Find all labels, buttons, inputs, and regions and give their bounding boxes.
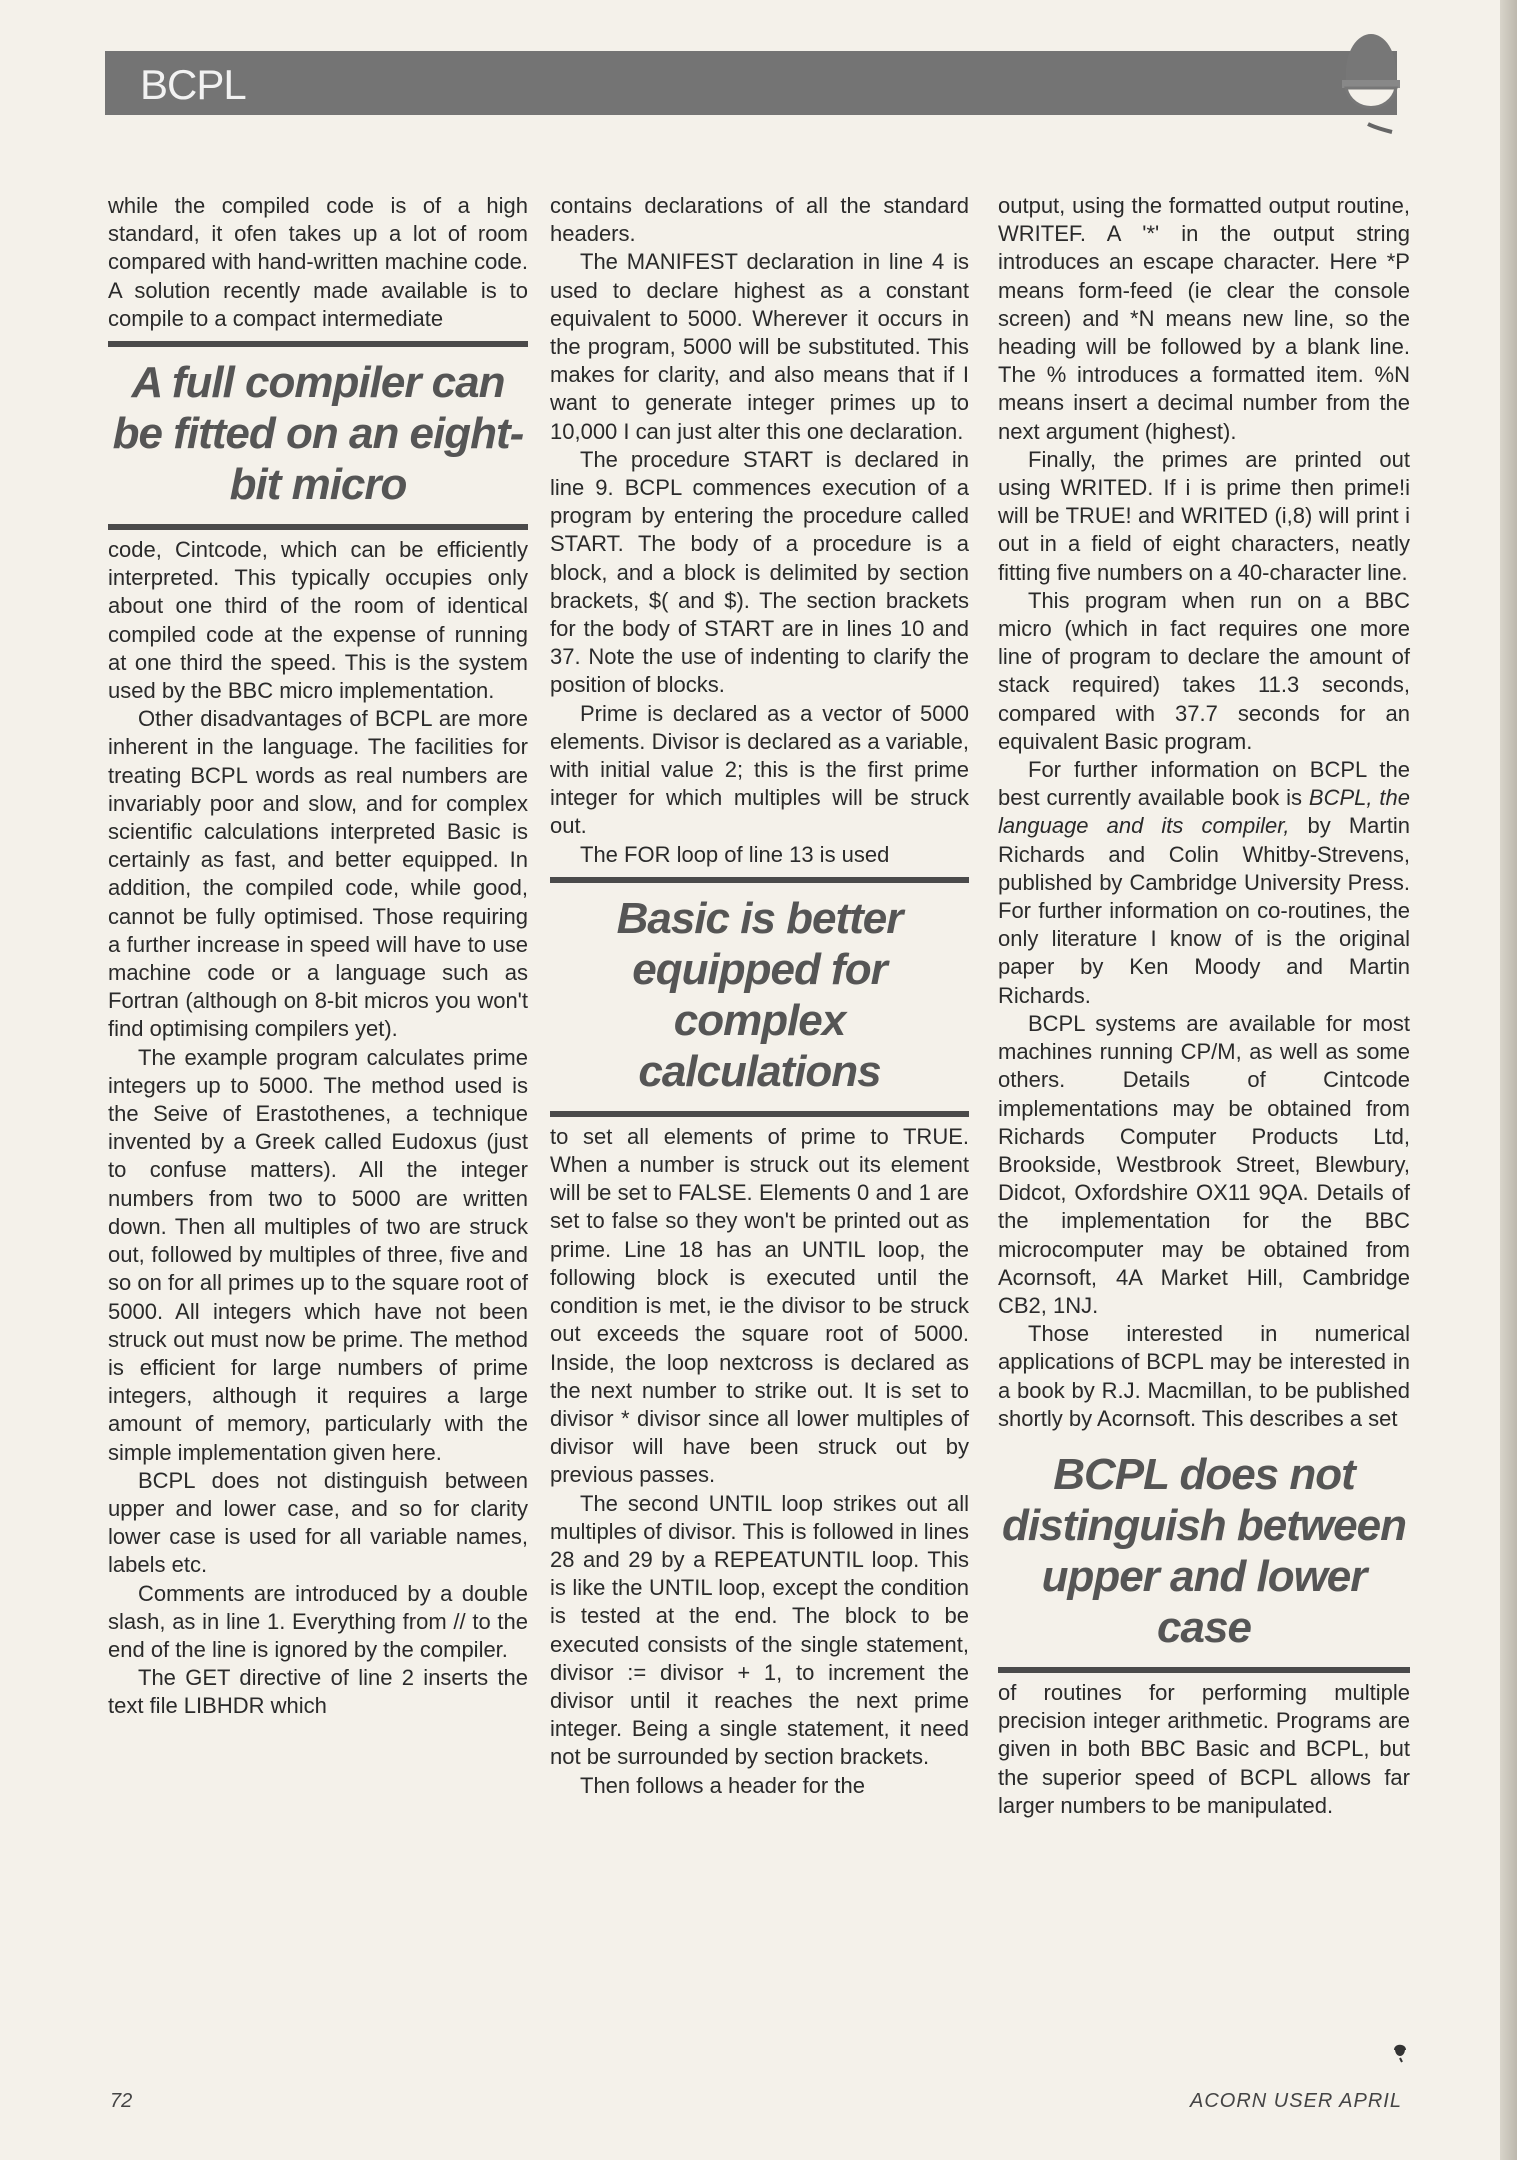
section-title: BCPL <box>140 61 246 108</box>
page-number: 72 <box>110 2090 133 2112</box>
paragraph: contains declarations of all the standard headers. <box>550 193 969 247</box>
paragraph: The GET directive of line 2 inserts the text file LIBHDR which <box>108 1665 528 1719</box>
paragraph: while the compiled code is of a high standard, it ofen takes up a lot of room compared with hand-written machine code. A solution recently made available is to compile to a compact intermediate <box>108 193 528 331</box>
paragraph: to set all elements of prime to TRUE. When a number is struck out its element will be set to FALSE. Elements 0 and 1 are set to false so they won't be printed out as prime. Line 18 has an UNTIL loop, the following block is executed until the condition is met, ie the divisor to be struck out exceeds the square root of 5000. Inside, the loop nextcross is declared as the next number to strike out. It is set to divisor * divisor since all lower multiples of divisor will have been struck out by previous passes. <box>550 1123 969 1488</box>
paragraph: Those interested in numerical applications of BCPL may be interested in a book by R.J. Macmillan, to be published shortly by Acornsoft. This describes a set <box>998 1321 1410 1431</box>
paragraph: This program when run on a BBC micro (which in fact requires one more line of program to declare the amount of stack required) takes 11.3 seconds, compared with 37.7 seconds for an equivalent Basic program. <box>998 587 1410 754</box>
paragraph: The example program calculates prime integers up to 5000. The method used is the Seive of Erastothenes, a technique invented by a Greek called Eudoxus (just to confuse matters). All the integer numbers from two to 5000 are written down. Then all multiples of two are struck out, followed by multiples of three, five and so on for all primes up to the square root of 5000. All integers which have not been struck out must now be prime. The method is efficient for large numbers of prime integers, although it requires a large amount of memory, particularly with the simple implementation given here. <box>108 1044 528 1465</box>
paragraph: Prime is declared as a vector of 5000 elements. Divisor is declared as a variable, with initial value 2; this is the first prime integer for which multiples will be struck out. <box>550 700 969 839</box>
paragraph: Finally, the primes are printed out using WRITED. If i is prime then prime!i will be TRUE! and WRITED (i,8) will print i out in a field of eight characters, neatly fitting five numbers on a 40-character line. <box>998 446 1410 585</box>
paragraph-text: For further information on BCPL the best currently available book is <box>998 757 1410 811</box>
paragraph: The procedure START is declared in line 9. BCPL commences execution of a program by entering the procedure called START. The body of a procedure is a block, and a block is delimited by section brackets, $( and $). The section brackets for the body of START are in lines 10 and 37. Note the use of indenting to clarify the position of blocks. <box>550 446 969 698</box>
paragraph: The second UNTIL loop strikes out all multiples of divisor. This is followed in lines 28 and 29 by a REPEATUNTIL loop. This is like the UNTIL loop, except the condition is tested at the end. The block to be executed consists of the single statement, divisor := divisor + 1, to increment the divisor until it reaches the next prime integer. Being a single statement, it need not be surrounded by section brackets. <box>550 1490 969 1770</box>
paragraph <box>998 756 1410 1010</box>
paragraph: Then follows a header for the <box>580 1772 865 1798</box>
paragraph: of routines for performing multiple precision integer arithmetic. Programs are given in both BBC Basic and BCPL, but the superior speed of BCPL allows far larger numbers to be manipulated. <box>998 1679 1410 1818</box>
paragraph: output, using the formatted output routine, WRITEF. A '*' in the output string introduces an escape character. Here *P means form-feed (ie clear the console screen) and *N means new line, so the heading will be followed by a blank line. The % introduces a formatted item. %N means insert a decimal number from the next argument (highest). <box>998 193 1410 444</box>
paragraph: Other disadvantages of BCPL are more inherent in the language. The facilities for treating BCPL words as real numbers are invariably poor and slow, and for complex scientific calculations interpreted Basic is certainly as fast, and better equipped. In addition, the compiled code, while good, cannot be fully optimised. Those requiring a further increase in speed will have to use machine code or a language such as Fortran (although on 8-bit micros you won't find optimising compilers yet). <box>108 706 528 1042</box>
paragraph: code, Cintcode, which can be efficiently interpreted. This typically occupies only about one third of the room of identical compiled code at the expense of running at one third the speed. This is the system used by the BBC micro implementation. <box>108 537 528 704</box>
pull-quote: Basic is better equipped for complex calculations <box>550 877 969 1117</box>
pull-quote: BCPL does not distinguish between upper and lower case <box>998 1441 1410 1673</box>
paragraph-text: by Martin Richards and Colin Whitby-Strevens, published by Cambridge University Press. For further information on co-routines, the only literature I know of is the original paper by Ken Moody and Martin Richards. <box>998 813 1410 1008</box>
paragraph: Comments are introduced by a double slash, as in line 1. Everything from // to the end of the line is ignored by the compiler. <box>108 1580 528 1662</box>
article-column-1 <box>108 192 528 1721</box>
magazine-footer: ACORN USER APRIL <box>1190 2090 1402 2112</box>
pull-quote: A full compiler can be fitted on an eight-bit micro <box>108 341 528 530</box>
book-title: BCPL, the language and its compiler, <box>998 785 1410 839</box>
page-edge-shadow <box>1500 0 1517 2160</box>
paragraph: The FOR loop of line 13 is used <box>580 841 890 867</box>
section-header-bar <box>105 51 1397 115</box>
paragraph: BCPL does not distinguish between upper and lower case, and so for clarity lower case is used for all variable names, labels etc. <box>108 1467 528 1578</box>
end-of-article-acorn-icon <box>1393 2041 1407 2063</box>
paragraph: BCPL systems are available for most machines running CP/M, as well as some others. Details of Cintcode implementations may be obtained from Richards Computer Products Ltd, Brookside, Westbrook Street, Blewbury, Didcot, Oxfordshire OX11 9QA. Details of the implementation for the BBC microcomputer may be obtained from Acornsoft, 4A Market Hill, Cambridge CB2, 1NJ. <box>998 1010 1410 1318</box>
article-column-2 <box>550 192 969 1800</box>
paragraph: The MANIFEST declaration in line 4 is used to declare highest as a constant equivalent to 5000. Wherever it occurs in the program, 5000 will be substituted. This makes for clarity, and also means that if I want to generate integer primes up to 10,000 I can just alter this one declaration. <box>550 249 969 444</box>
acorn-logo-icon <box>1340 28 1402 140</box>
article-column-3 <box>998 192 1410 1820</box>
